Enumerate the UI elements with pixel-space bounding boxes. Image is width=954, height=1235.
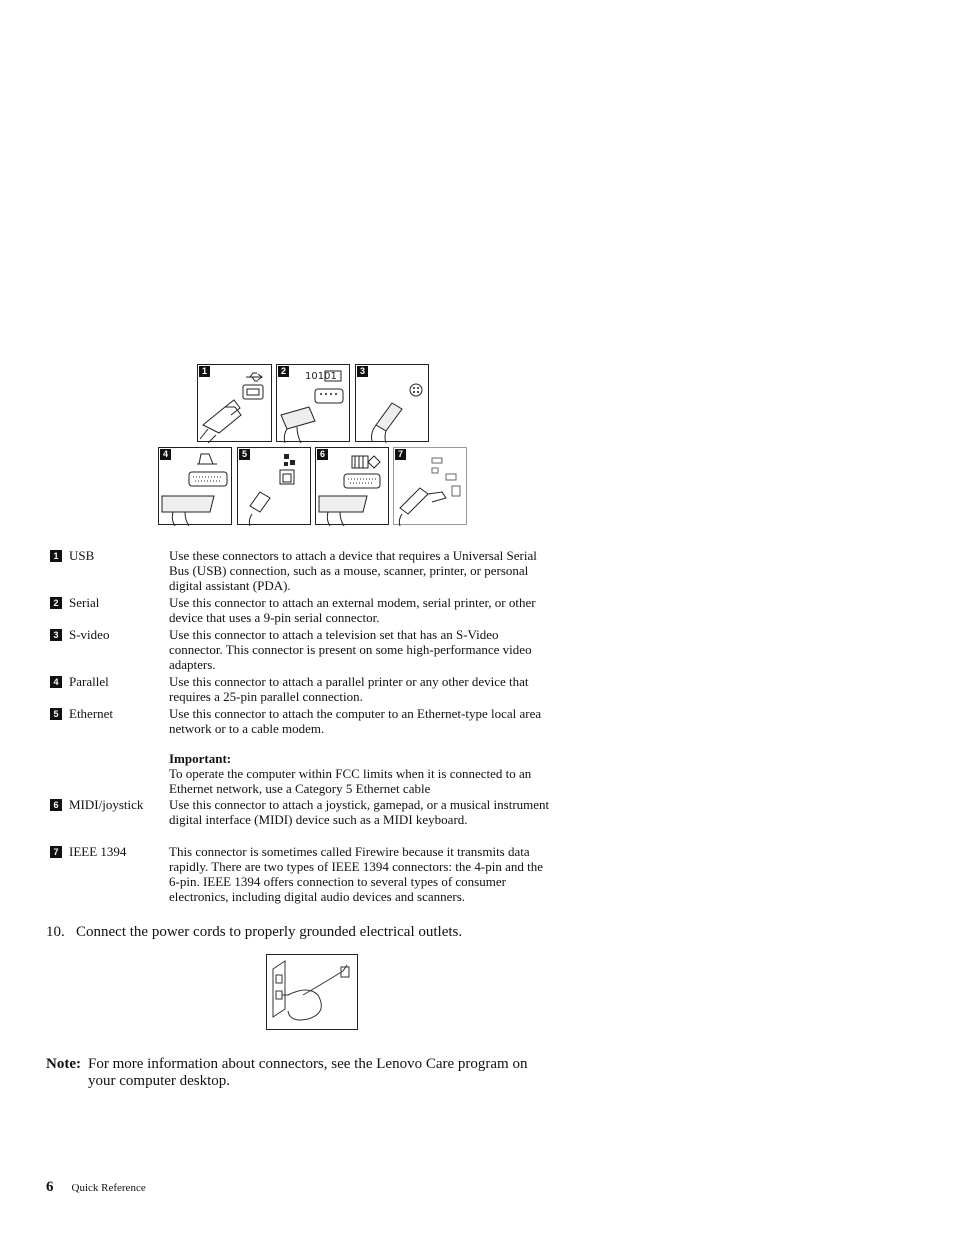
usb-panel (197, 364, 272, 442)
connector-number: 7 (50, 846, 62, 858)
important-label: Important: (169, 751, 232, 766)
panel-number: 4 (160, 449, 171, 460)
ethernet-icon (238, 448, 312, 526)
power-outlet-figure (266, 954, 358, 1030)
connector-number: 2 (50, 597, 62, 609)
ieee1394-icon (394, 448, 468, 526)
power-outlet-icon (267, 955, 357, 1029)
panel-number: 2 (278, 366, 289, 377)
panel-number: 7 (395, 449, 406, 460)
connector-description: Use these connectors to attach a device that requires a Universal Serial Bus (USB) connection, such as a mouse, scanner, printer, or personal digital assistant (PDA). (169, 548, 537, 593)
serial-panel (276, 364, 350, 442)
connector-description: Use this connector to attach a television set that has an S-Video connector. This connector is present on some high-performance video adapters. (169, 627, 532, 672)
connector-number: 5 (50, 708, 62, 720)
panel-number: 6 (317, 449, 328, 460)
step-number: 10. (46, 924, 65, 940)
parallel-icon (159, 448, 233, 526)
connector-description: Use this connector to attach a joystick, gamepad, or a musical instrument digital interface (MIDI) device such as a MIDI keyboard. (169, 797, 550, 827)
connector-name: S-video (69, 627, 110, 642)
connector-number: 3 (50, 629, 62, 641)
connector-name: Serial (69, 595, 100, 610)
panel-number: 3 (357, 366, 368, 377)
connector-number: 1 (50, 550, 62, 562)
connector-description: Use this connector to attach a parallel printer or any other device that requires a 25-pin parallel connection. (169, 674, 529, 704)
connector-name: Parallel (69, 674, 109, 689)
connector-name: MIDI/joystick (69, 797, 144, 812)
s-video-panel (355, 364, 429, 442)
midi-joystick-icon (316, 448, 390, 526)
note-label: Note: (46, 1056, 81, 1072)
connector-description-block (169, 706, 551, 796)
connector-number: 4 (50, 676, 62, 688)
serial-icon (277, 365, 351, 443)
page-number: 6 (46, 1179, 54, 1195)
connector-description: Use this connector to attach the computer to an Ethernet-type local area network or to a cable modem. (169, 706, 542, 736)
ethernet-panel (237, 447, 311, 525)
connector-name: Ethernet (69, 706, 114, 721)
panel-number: 5 (239, 449, 250, 460)
usb-icon (198, 365, 273, 443)
connector-name: IEEE 1394 (69, 844, 127, 859)
panel-number: 1 (199, 366, 210, 377)
note-text: For more information about connectors, see the Lenovo Care program on your computer desktop. (88, 1056, 528, 1089)
connector-number: 6 (50, 799, 62, 811)
connector-name: USB (69, 548, 95, 563)
step-text: Connect the power cords to properly grounded electrical outlets. (76, 924, 463, 940)
ieee1394-panel (393, 447, 467, 525)
connector-description: Use this connector to attach an external modem, serial printer, or other device that uses a 9-pin serial connector. (169, 595, 536, 625)
parallel-panel (158, 447, 232, 525)
midi-joystick-panel (315, 447, 389, 525)
important-text: To operate the computer within FCC limits when it is connected to an Ethernet network, use a Category 5 Ethernet cable (169, 766, 532, 796)
document-title: Quick Reference (71, 1182, 146, 1194)
page-footer (46, 1178, 146, 1196)
s-video-icon (356, 365, 430, 443)
connector-description: This connector is sometimes called Firewire because it transmits data rapidly. There are two types of IEEE 1394 connectors: the 4-pin and the 6-pin. IEEE 1394 offers connection to several types of consumer electronics, including digital audio devices and scanners. (169, 844, 543, 904)
svg-text:10101: 10101 (305, 371, 337, 382)
step-10 (46, 924, 462, 941)
